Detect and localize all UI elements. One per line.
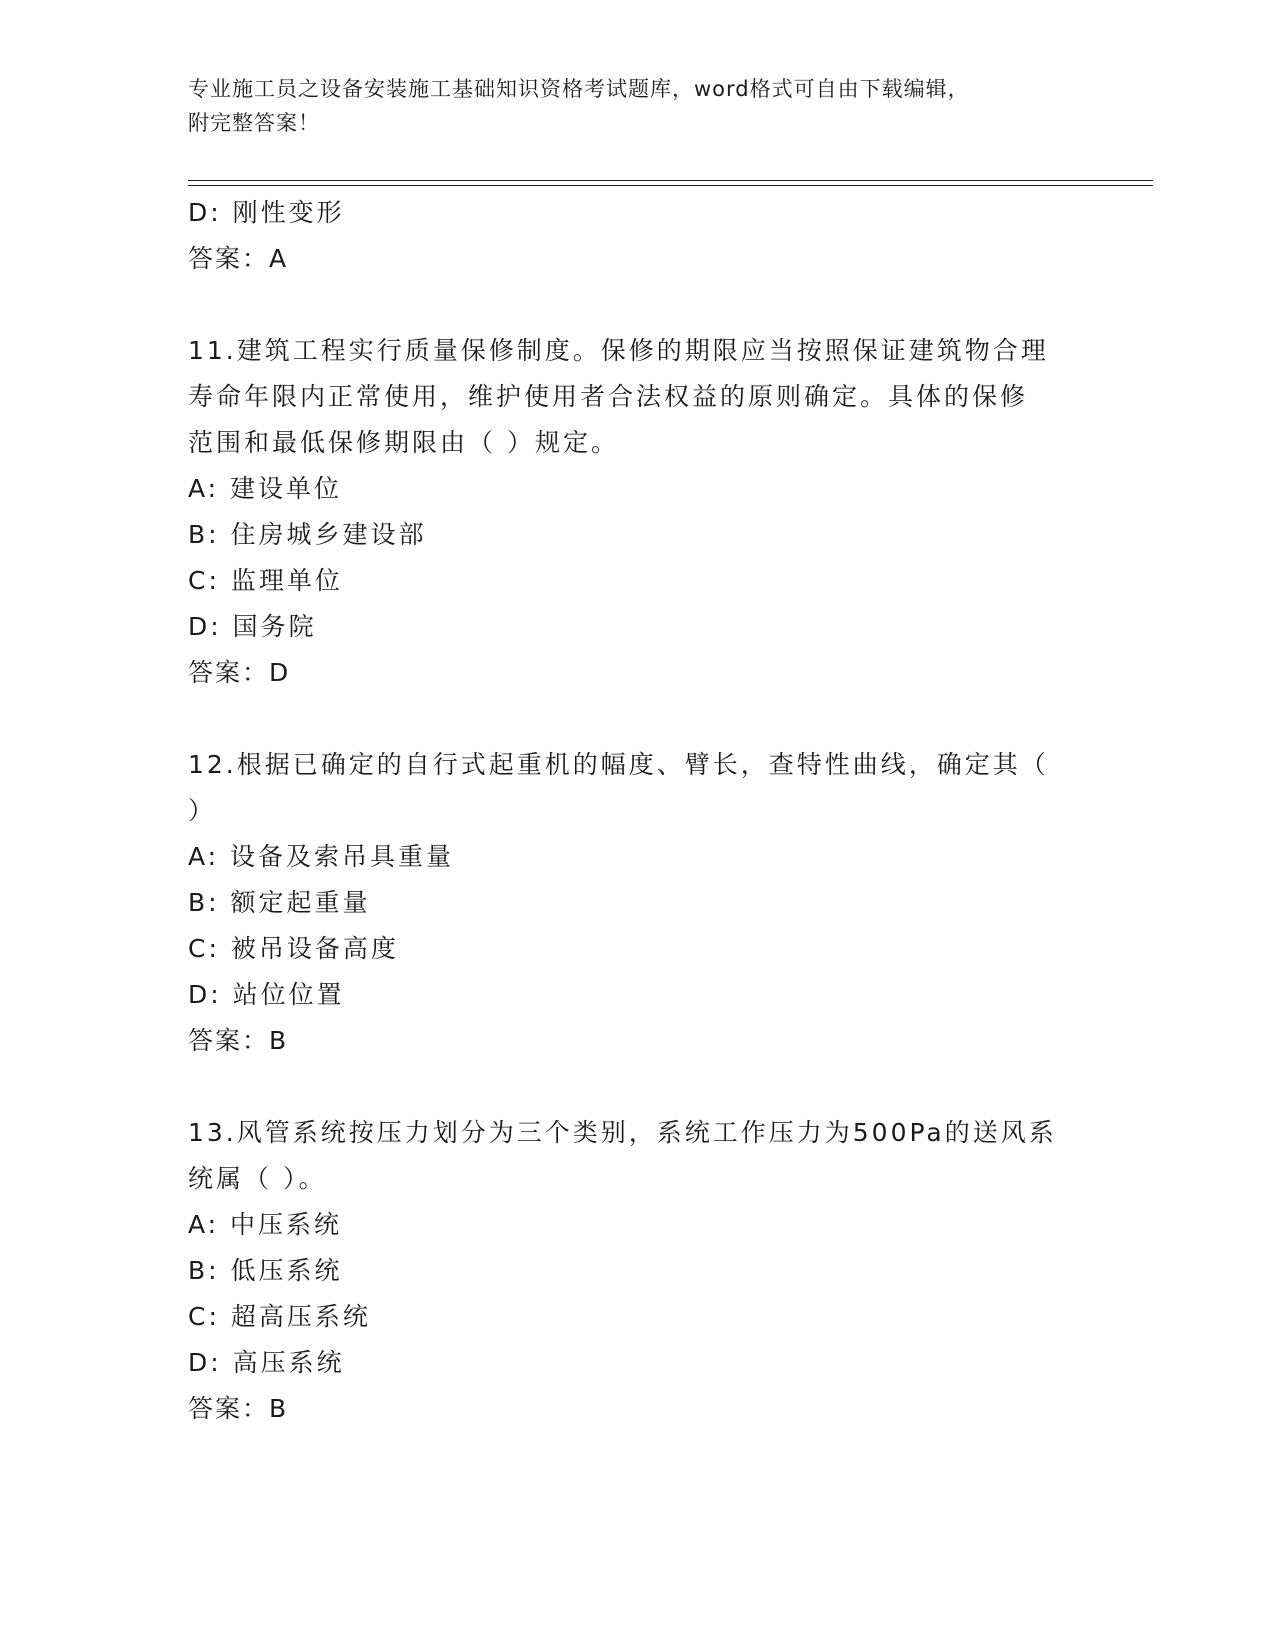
question-11: [188, 328, 1088, 696]
answer-line: 答案：A: [188, 244, 289, 273]
option-d: D: 站位位置: [188, 980, 345, 1009]
option-a: A: 设备及索吊具重量: [188, 842, 455, 871]
option-d: D: 国务院: [188, 612, 317, 641]
option-b: B: 住房城乡建设部: [188, 520, 427, 549]
header-line-1: 专业施工员之设备安装施工基础知识资格考试题库，word格式可自由下载编辑，: [188, 77, 970, 101]
option-b: B: 低压系统: [188, 1256, 343, 1285]
question-stem-line: 寿命年限内正常使用，维护使用者合法权益的原则确定。具体的保修: [188, 382, 1029, 411]
question-13: [188, 1110, 1088, 1432]
spacer: [188, 696, 1088, 742]
option-d: D: 刚性变形: [188, 198, 345, 227]
question-stem-line: 13.风管系统按压力划分为三个类别，系统工作压力为500Pa的送风系: [188, 1118, 1057, 1147]
option-c: C: 监理单位: [188, 566, 343, 595]
answer-line: 答案：B: [188, 1394, 289, 1423]
header-line-2: 附完整答案！: [188, 111, 320, 135]
question-stem-line: 12.根据已确定的自行式起重机的幅度、臂长，查特性曲线，确定其（: [188, 750, 1049, 779]
option-c: C: 被吊设备高度: [188, 934, 399, 963]
spacer: [188, 1064, 1088, 1110]
question-stem-line: 11.建筑工程实行质量保修制度。保修的期限应当按照保证建筑物合理: [188, 336, 1049, 365]
document-header: [188, 72, 1088, 140]
option-b: B: 额定起重量: [188, 888, 371, 917]
spacer: [188, 282, 1088, 328]
option-a: A: 中压系统: [188, 1210, 343, 1239]
header-divider-top: [188, 180, 1153, 181]
answer-line: 答案：B: [188, 1026, 289, 1055]
question-stem-line: ）: [188, 796, 217, 825]
answer-line: 答案：D: [188, 658, 291, 687]
previous-question-tail: [188, 190, 1088, 282]
header-divider-bottom: [188, 185, 1153, 186]
option-d: D: 高压系统: [188, 1348, 345, 1377]
question-stem-line: 范围和最低保修期限由（ ）规定。: [188, 428, 619, 457]
document-body: [188, 190, 1088, 1432]
question-stem-line: 统属（ ）。: [188, 1164, 327, 1193]
question-12: [188, 742, 1088, 1064]
option-c: C: 超高压系统: [188, 1302, 371, 1331]
option-a: A: 建设单位: [188, 474, 343, 503]
